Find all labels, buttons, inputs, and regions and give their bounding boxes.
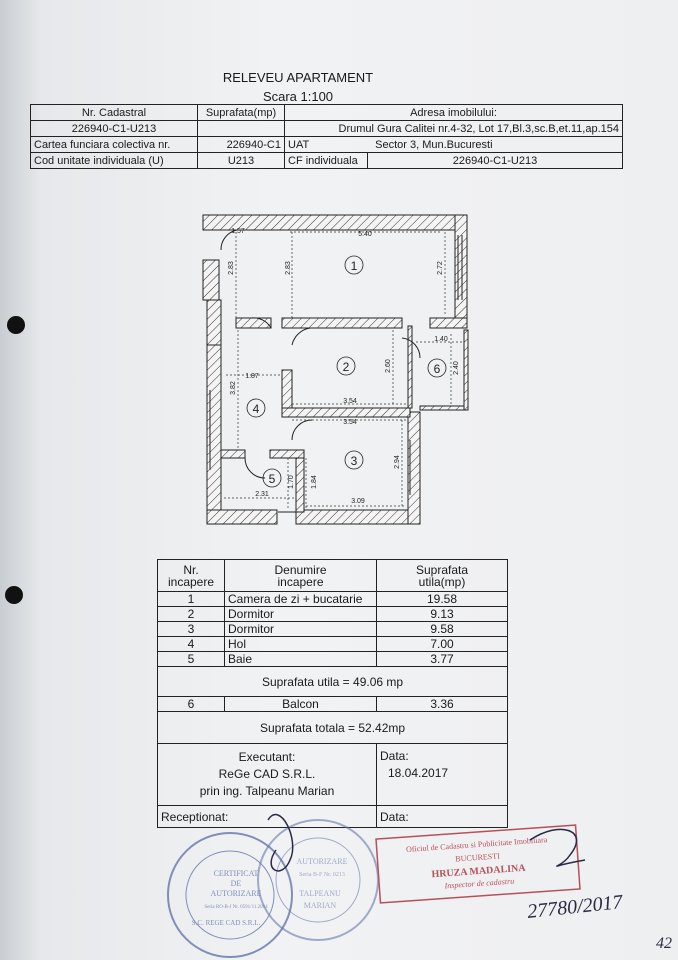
row-area: 7.00	[377, 637, 508, 652]
stamp2-line-2: Seria B-F Nr. 0213	[299, 872, 345, 878]
col-name-header-line2: incapere	[277, 574, 324, 589]
stamp-line-3: AUTORIZARE	[210, 889, 262, 898]
stamp2-line-1: AUTORIZARE	[296, 857, 348, 866]
row-name: Baie	[225, 652, 377, 667]
dim-382: 3.82	[230, 381, 237, 395]
row-name: Camera de zi + bucatarie	[225, 592, 377, 607]
rooms-table	[157, 559, 508, 828]
row-nr: 4	[158, 637, 225, 652]
stamp-line-2: DE	[230, 879, 242, 888]
handwritten-number: 27780/2017	[526, 891, 624, 923]
col-area-header-line2: utila(mp)	[418, 574, 466, 589]
adresa-label: Adresa imobilului:	[285, 105, 623, 121]
dim-283-right: 2.83	[285, 261, 292, 275]
table-row	[158, 637, 508, 652]
table-row	[158, 652, 508, 667]
dim-540: 5.40	[358, 231, 372, 238]
col-nr-header	[158, 560, 225, 592]
dim-157: 1.57	[231, 228, 245, 235]
data-cell	[377, 744, 508, 806]
dim-187: 1.87	[245, 373, 259, 380]
receptionat-label: Receptionat:	[158, 806, 377, 828]
office-line-1: Oficiul de Cadastru si Publicitate Imobiliara	[405, 835, 548, 854]
stamp2-line-4: MARIAN	[303, 901, 337, 910]
dim-140: 1.40	[434, 336, 448, 343]
stamps-overlay	[150, 800, 678, 960]
data-label: Data:	[380, 749, 409, 763]
executant-label: Executant:	[238, 750, 296, 764]
suprafata-label: Suprafata(mp)	[198, 105, 285, 121]
handwritten-registration	[526, 891, 672, 952]
uat-cell	[285, 137, 623, 153]
cf-value: 226940-C1-U213	[368, 153, 623, 169]
scale-label: Scara 1:100	[262, 89, 334, 104]
cod-label: Cod unitate individuala (U)	[31, 153, 198, 169]
row-area: 9.58	[377, 622, 508, 637]
col-name-header	[225, 560, 377, 592]
row-name: Hol	[225, 637, 377, 652]
col-nr-header-line1: Nr.	[183, 562, 199, 577]
room-number-5: 5	[268, 472, 276, 486]
col-nr-header-line2: incapere	[167, 574, 215, 589]
office-name: HRUZA MADALINA	[431, 862, 526, 881]
table-row	[158, 592, 508, 607]
uat-label: UAT	[288, 138, 309, 151]
punch-hole-bottom	[5, 586, 23, 604]
dim-354-bottom: 3.54	[343, 419, 357, 426]
balcon-nr: 6	[158, 697, 225, 712]
cf-label: CF individuala	[285, 153, 368, 169]
dim-294: 2.94	[394, 455, 401, 469]
balcon-row	[158, 697, 508, 712]
dim-272: 2.72	[437, 261, 444, 275]
dim-231: 2.31	[255, 491, 269, 498]
handwritten-small: 42	[656, 935, 672, 952]
carte-label: Cartea funciara colectiva nr.	[31, 137, 198, 153]
executant-company: ReGe CAD S.R.L.	[218, 767, 316, 781]
page-title: RELEVEU APARTAMENT	[222, 70, 374, 85]
suprafata-totala: Suprafata totala = 52.42mp	[158, 712, 508, 744]
room-number-3: 3	[350, 454, 358, 468]
row-area: 9.13	[377, 607, 508, 622]
row-nr: 1	[158, 592, 225, 607]
row-area: 19.58	[377, 592, 508, 607]
suprafata-value	[198, 121, 285, 137]
dim-170: 1.70	[288, 475, 295, 489]
executant-person: prin ing. Talpeanu Marian	[199, 784, 335, 798]
row-name: Dormitor	[225, 607, 377, 622]
cadastral-header-table	[30, 104, 623, 169]
room-number-2: 2	[342, 360, 350, 374]
dim-184: 1.84	[311, 475, 318, 489]
col-area-header-line1: Suprafata	[415, 562, 469, 577]
room-number-1: 1	[350, 259, 358, 273]
row-nr: 3	[158, 622, 225, 637]
round-stamp-company	[168, 833, 292, 957]
punch-hole-top	[7, 316, 25, 334]
nr-cadastral-value: 226940-C1-U213	[31, 121, 198, 137]
stamp2-line-3: TALPEANU	[299, 889, 341, 898]
cod-value: U213	[198, 153, 285, 169]
row-nr: 2	[158, 607, 225, 622]
stamp-line-5: S.C. REGE CAD S.R.L.	[191, 919, 261, 927]
stamp-line-4: Seria RO-B-J Nr. 0591/11.2014	[204, 905, 268, 910]
table-row	[158, 622, 508, 637]
executant-cell	[158, 744, 377, 806]
carte-value: 226940-C1	[198, 137, 285, 153]
row-name: Dormitor	[225, 622, 377, 637]
office-role: Inspector de cadastru	[444, 876, 515, 891]
dim-260: 2.60	[385, 359, 392, 373]
balcon-area: 3.36	[377, 697, 508, 712]
dim-240: 2.40	[453, 361, 460, 375]
row-nr: 5	[158, 652, 225, 667]
round-stamp-engineer	[258, 820, 378, 940]
table-row	[158, 607, 508, 622]
adresa-value: Drumul Gura Calitei nr.4-32, Lot 17,Bl.3,sc.B,et.11,ap.154	[285, 121, 623, 137]
col-name-header-line1: Denumire	[274, 562, 327, 577]
data2-label: Data:	[377, 806, 508, 828]
nr-cadastral-label: Nr. Cadastral	[31, 105, 198, 121]
data-value: 18.04.2017	[388, 766, 449, 780]
dim-309: 3.09	[351, 498, 365, 505]
dim-354-top: 3.54	[343, 398, 357, 405]
uat-value: Sector 3, Mun.Bucuresti	[375, 138, 493, 151]
balcon-name: Balcon	[225, 697, 377, 712]
suprafata-utila: Suprafata utila = 49.06 mp	[158, 667, 508, 697]
office-stamp	[376, 825, 580, 903]
dim-283-left: 2.83	[228, 261, 235, 275]
row-area: 3.77	[377, 652, 508, 667]
col-area-header	[377, 560, 508, 592]
floor-plan	[195, 208, 480, 530]
stamp-line-1: CERTIFICAT	[213, 869, 259, 878]
office-line-2: BUCURESTI	[455, 851, 501, 864]
room-number-4: 4	[252, 402, 260, 416]
room-number-6: 6	[433, 362, 441, 376]
door-swings	[221, 230, 420, 478]
